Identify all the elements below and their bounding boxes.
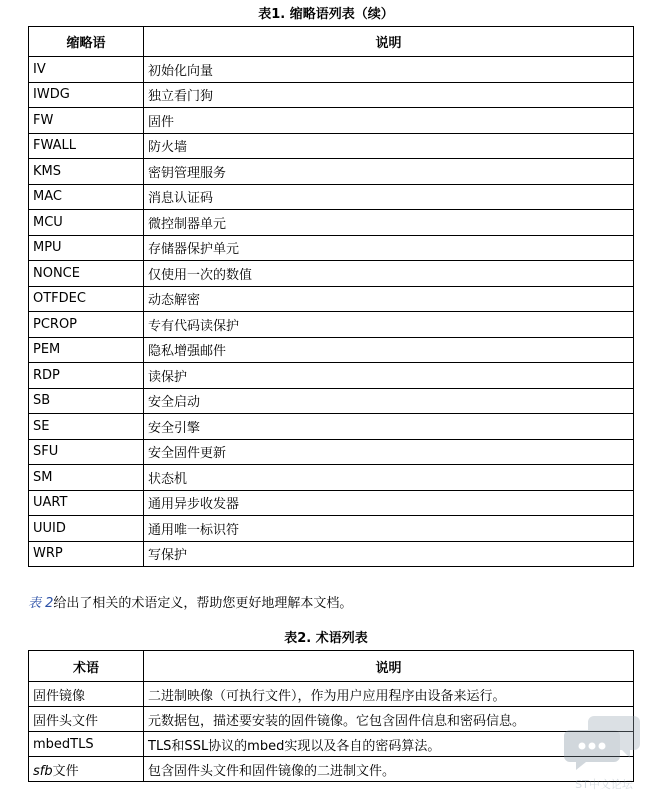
abbreviation-table <box>28 26 634 567</box>
desc-cell: 存储器保护单元 <box>144 235 634 261</box>
abbr-cell: SFU <box>29 439 144 465</box>
table-header-row <box>29 27 634 57</box>
desc-cell: 专有代码读保护 <box>144 312 634 338</box>
abbr-cell: MPU <box>29 235 144 261</box>
table-row <box>29 261 634 287</box>
table-row <box>29 516 634 542</box>
term-cell: 固件头文件 <box>29 707 144 732</box>
abbr-cell: NONCE <box>29 261 144 287</box>
abbr-cell: SB <box>29 388 144 414</box>
table-row <box>29 363 634 389</box>
terminology-table <box>28 650 634 782</box>
desc-cell: 动态解密 <box>144 286 634 312</box>
table-row <box>29 108 634 134</box>
desc-cell: 消息认证码 <box>144 184 634 210</box>
table-row <box>29 133 634 159</box>
column-header-term: 术语 <box>29 651 144 682</box>
table-row <box>29 732 634 757</box>
table-header-row <box>29 651 634 682</box>
abbr-cell: FW <box>29 108 144 134</box>
desc-cell: 初始化向量 <box>144 57 634 83</box>
abbr-cell: SM <box>29 465 144 491</box>
abbr-cell: MCU <box>29 210 144 236</box>
column-header-description: 说明 <box>144 27 634 57</box>
intro-paragraph <box>28 595 352 613</box>
desc-cell: 安全启动 <box>144 388 634 414</box>
term-rest-part: 文件 <box>52 763 79 779</box>
chat-bubble-icon <box>564 712 644 772</box>
abbr-cell: PEM <box>29 337 144 363</box>
table1-caption: 表1. 缩略语列表（续） <box>258 7 394 22</box>
desc-cell: 二进制映像（可执行文件），作为用户应用程序由设备来运行。 <box>144 682 634 707</box>
abbr-cell: FWALL <box>29 133 144 159</box>
desc-cell: 固件 <box>144 108 634 134</box>
desc-cell: 写保护 <box>144 541 634 567</box>
table-row <box>29 388 634 414</box>
desc-cell: 密钥管理服务 <box>144 159 634 185</box>
desc-cell: 安全固件更新 <box>144 439 634 465</box>
desc-cell: 安全引擎 <box>144 414 634 440</box>
watermark-text: ST中文论坛 <box>575 778 633 791</box>
abbr-cell: UUID <box>29 516 144 542</box>
term-cell: 固件镜像 <box>29 682 144 707</box>
table-row <box>29 707 634 732</box>
desc-cell: 读保护 <box>144 363 634 389</box>
table-row <box>29 682 634 707</box>
table-row <box>29 286 634 312</box>
desc-cell: 包含固件头文件和固件镜像的二进制文件。 <box>144 757 634 782</box>
desc-cell: 防火墙 <box>144 133 634 159</box>
abbr-cell: SE <box>29 414 144 440</box>
desc-cell: 元数据包，描述要安装的固件镜像。它包含固件信息和密码信息。 <box>144 707 634 732</box>
abbr-cell: WRP <box>29 541 144 567</box>
abbr-cell: KMS <box>29 159 144 185</box>
column-header-description: 说明 <box>144 651 634 682</box>
table-row <box>29 82 634 108</box>
abbr-cell: MAC <box>29 184 144 210</box>
table-row <box>29 337 634 363</box>
table-row <box>29 312 634 338</box>
abbr-cell: RDP <box>29 363 144 389</box>
table-row <box>29 57 634 83</box>
abbr-cell: OTFDEC <box>29 286 144 312</box>
table-row <box>29 757 634 782</box>
column-header-abbreviation: 缩略语 <box>29 27 144 57</box>
table-row <box>29 541 634 567</box>
term-cell: mbedTLS <box>29 732 144 757</box>
table2-caption: 表2. 术语列表 <box>284 631 368 646</box>
table-row <box>29 235 634 261</box>
desc-cell: 微控制器单元 <box>144 210 634 236</box>
table-row <box>29 414 634 440</box>
table-row <box>29 490 634 516</box>
table-row <box>29 439 634 465</box>
table-row <box>29 465 634 491</box>
abbr-cell: UART <box>29 490 144 516</box>
table-row <box>29 184 634 210</box>
desc-cell: TLS和SSL协议的mbed实现以及各自的密码算法。 <box>144 732 634 757</box>
desc-cell: 隐私增强邮件 <box>144 337 634 363</box>
abbr-cell: IV <box>29 57 144 83</box>
desc-cell: 状态机 <box>144 465 634 491</box>
term-italic-part: sfb <box>33 763 53 779</box>
desc-cell: 通用唯一标识符 <box>144 516 634 542</box>
abbr-cell: PCROP <box>29 312 144 338</box>
desc-cell: 仅使用一次的数值 <box>144 261 634 287</box>
table-row <box>29 159 634 185</box>
intro-text: 给出了相关的术语定义，帮助您更好地理解本文档。 <box>53 596 353 611</box>
desc-cell: 通用异步收发器 <box>144 490 634 516</box>
table-row <box>29 210 634 236</box>
abbr-cell: IWDG <box>29 82 144 108</box>
desc-cell: 独立看门狗 <box>144 82 634 108</box>
forum-watermark <box>564 712 644 792</box>
table2-reference-link[interactable]: 表 2 <box>28 596 54 611</box>
term-cell <box>29 757 144 782</box>
